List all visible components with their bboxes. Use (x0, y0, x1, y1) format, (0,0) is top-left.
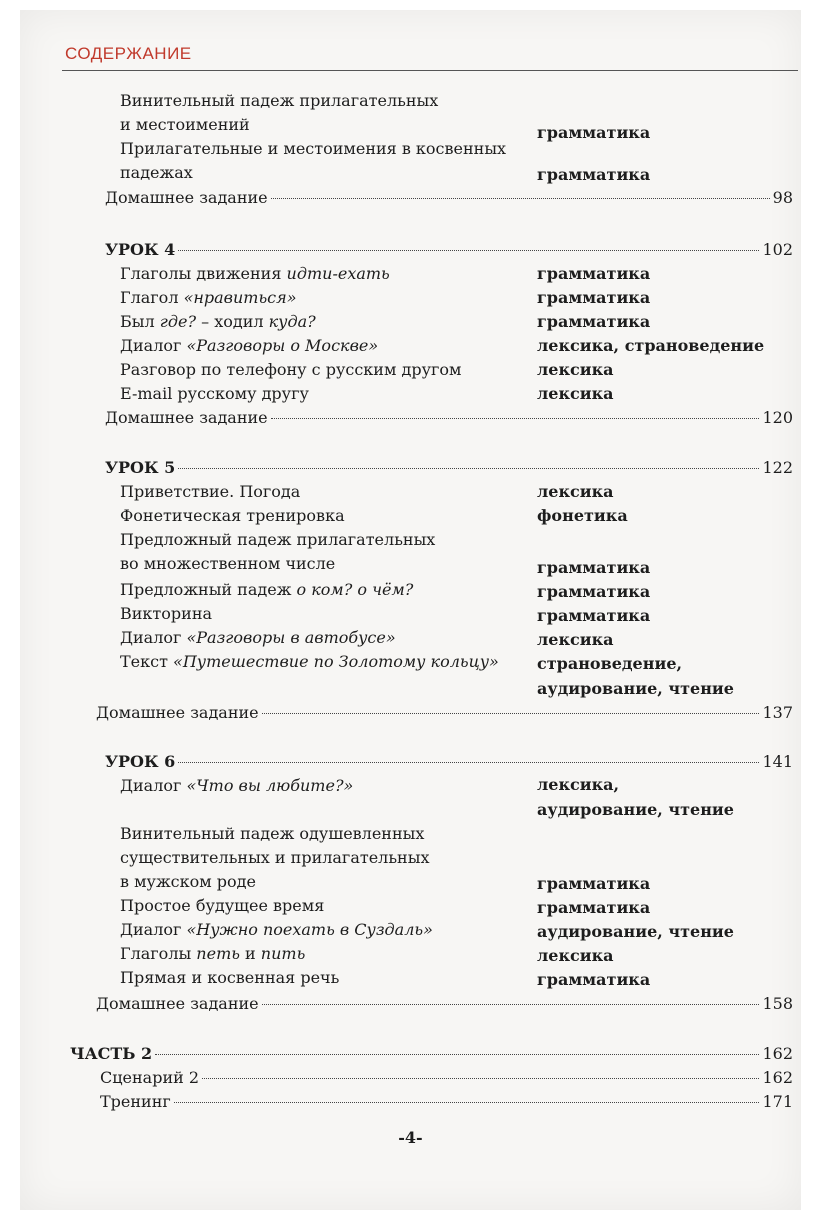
part-title: ЧАСТЬ 2 (70, 1044, 153, 1063)
toc-line: Предложный падеж о ком? о чём? (120, 580, 414, 599)
toc-tag: лексика (537, 360, 614, 379)
unit-6-heading[interactable] (105, 750, 793, 774)
page-number: 137 (762, 703, 793, 722)
toc-line: Приветствие. Погода (120, 482, 301, 501)
toc-tag: грамматика (537, 582, 651, 601)
homework-label: Домашнее задание (96, 703, 259, 722)
entry-label: Сценарий 2 (100, 1068, 200, 1087)
dot-leader (271, 198, 770, 199)
homework-label: Домашнее задание (105, 188, 268, 207)
toc-line: падежах (120, 163, 193, 182)
unit-title: УРОК 4 (105, 240, 176, 259)
toc-tag: грамматика (537, 288, 651, 307)
toc-tag: фонетика (537, 506, 628, 525)
toc-tag: лексика (537, 482, 614, 501)
toc-line: Глагол «нравиться» (120, 288, 297, 307)
toc-line: Прилагательные и местоимения в косвенных (120, 139, 507, 158)
toc-tag: грамматика (537, 970, 651, 989)
unit-4-heading[interactable] (105, 238, 793, 262)
toc-line: Прямая и косвенная речь (120, 968, 340, 987)
dot-leader (178, 762, 759, 763)
toc-tag: лексика (537, 384, 614, 403)
toc-line: существительных и прилагательных (120, 848, 430, 867)
toc-tag: лексика (537, 946, 614, 965)
toc-tag: грамматика (537, 165, 651, 184)
toc-tag: грамматика (537, 264, 651, 283)
toc-line: E-mail русскому другу (120, 384, 309, 403)
toc-tag: грамматика (537, 558, 651, 577)
dot-leader (262, 713, 760, 714)
toc-tag: аудирование, чтение (537, 922, 734, 941)
page-number: 162 (762, 1068, 793, 1087)
toc-line: Диалог «Разговоры в автобусе» (120, 628, 396, 647)
page-number: 171 (762, 1092, 793, 1111)
toc-tag: грамматика (537, 874, 651, 893)
toc-line: Был где? – ходил куда? (120, 312, 316, 331)
homework-row[interactable] (105, 186, 793, 210)
toc-tag: лексика, (537, 775, 620, 794)
toc-entry[interactable] (100, 1090, 793, 1114)
header-rule (62, 70, 798, 71)
dot-leader (271, 418, 760, 419)
homework-row[interactable] (96, 992, 793, 1016)
homework-label: Домашнее задание (105, 408, 268, 427)
page-number: 102 (762, 240, 793, 259)
page-number: 141 (762, 752, 793, 771)
toc-line: Текст «Путешествие по Золотому кольцу» (120, 652, 499, 671)
toc-tag: грамматика (537, 123, 651, 142)
dot-leader (178, 468, 759, 469)
toc-line: Простое будущее время (120, 896, 325, 915)
homework-row[interactable] (96, 701, 793, 725)
toc-line: Фонетическая тренировка (120, 506, 345, 525)
page-number: 120 (762, 408, 793, 427)
page-number-footer: -4- (398, 1128, 423, 1147)
toc-tag: страноведение, (537, 654, 683, 673)
toc-line: Диалог «Что вы любите?» (120, 776, 354, 795)
toc-line: в мужском роде (120, 872, 256, 891)
toc-tag: аудирование, чтение (537, 679, 734, 698)
toc-line: Глаголы петь и пить (120, 944, 306, 963)
page-number: 122 (762, 458, 793, 477)
toc-tag: аудирование, чтение (537, 800, 734, 819)
toc-tag: лексика (537, 630, 614, 649)
page-number: 158 (762, 994, 793, 1013)
page-number: 98 (772, 188, 793, 207)
page-header: СОДЕРЖАНИЕ (65, 44, 192, 63)
toc-tag: грамматика (537, 898, 651, 917)
toc-line: и местоимений (120, 115, 250, 134)
dot-leader (155, 1054, 759, 1055)
toc-line: Винительный падеж прилагательных (120, 91, 439, 110)
part-2-heading[interactable] (70, 1042, 793, 1066)
entry-label: Тренинг (100, 1092, 171, 1111)
homework-row[interactable] (105, 406, 793, 430)
toc-line: Диалог «Разговоры о Москве» (120, 336, 379, 355)
dot-leader (262, 1004, 760, 1005)
dot-leader (174, 1102, 760, 1103)
toc-entry[interactable] (100, 1066, 793, 1090)
dot-leader (202, 1078, 759, 1079)
unit-5-heading[interactable] (105, 456, 793, 480)
toc-line: во множественном числе (120, 554, 336, 573)
toc-tag: грамматика (537, 312, 651, 331)
toc-line: Предложный падеж прилагательных (120, 530, 436, 549)
toc-line: Диалог «Нужно поехать в Суздаль» (120, 920, 433, 939)
toc-line: Викторина (120, 604, 213, 623)
toc-tag: грамматика (537, 606, 651, 625)
homework-label: Домашнее задание (96, 994, 259, 1013)
unit-title: УРОК 5 (105, 458, 176, 477)
page-number: 162 (762, 1044, 793, 1063)
unit-title: УРОК 6 (105, 752, 176, 771)
toc-tag: лексика, страноведение (537, 336, 765, 355)
toc-line: Глаголы движения идти-ехать (120, 264, 390, 283)
dot-leader (178, 250, 759, 251)
toc-line: Разговор по телефону с русским другом (120, 360, 462, 379)
toc-line: Винительный падеж одушевленных (120, 824, 425, 843)
